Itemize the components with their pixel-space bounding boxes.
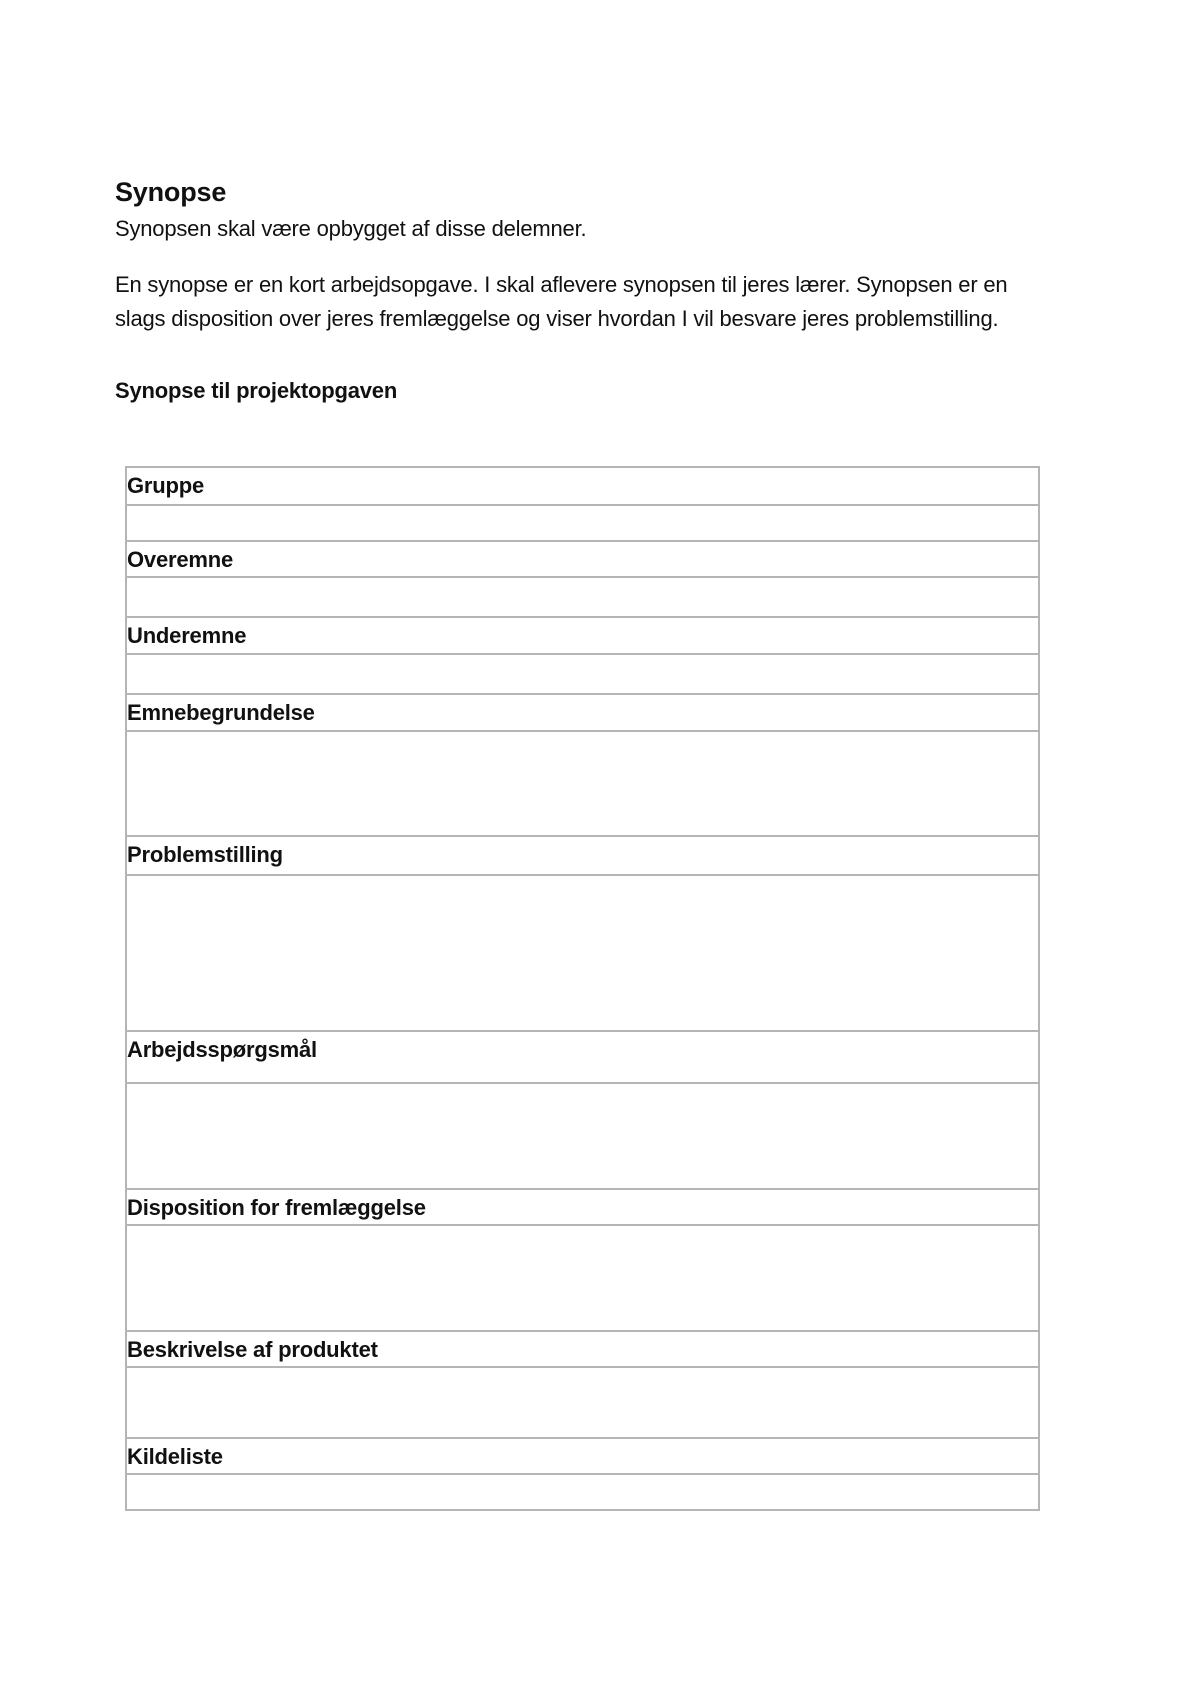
field-label-kildeliste: Kildeliste <box>127 1437 1038 1473</box>
intro-paragraph: En synopse er en kort arbejdsopgave. I skal aflevere synopsen til jeres lærer. Synopsen er en slags disposition over jeres fremlæggelse og viser hvordan I vil besvare jeres problemstilling. <box>115 272 1008 331</box>
field-input-arbejdssporgsmaal[interactable] <box>127 1082 1038 1188</box>
field-input-disposition[interactable] <box>127 1224 1038 1330</box>
field-input-gruppe[interactable] <box>127 504 1038 540</box>
field-label-gruppe: Gruppe <box>127 473 205 498</box>
field-input-kildeliste[interactable] <box>127 1473 1038 1509</box>
field-label-problemstilling: Problemstilling <box>127 835 1038 874</box>
synopsis-form-table <box>125 466 1040 1511</box>
field-label-disposition: Disposition for fremlæggelse <box>127 1188 1038 1224</box>
field-label-underemne: Underemne <box>127 616 1038 653</box>
field-label-arbejdssporgsmaal: Arbejdsspørgsmål <box>127 1030 1038 1082</box>
field-input-emnebegrundelse[interactable] <box>127 730 1038 835</box>
field-label-overemne: Overemne <box>127 540 1038 576</box>
document-body <box>115 172 1045 406</box>
field-label-beskrivelse: Beskrivelse af produktet <box>127 1330 1038 1366</box>
field-label-emnebegrundelse: Emnebegrundelse <box>127 693 1038 730</box>
lead-text: Synopsen skal være opbygget af disse delemner. <box>115 216 587 241</box>
form-title: Synopse til projektopgaven <box>115 378 398 403</box>
field-input-beskrivelse[interactable] <box>127 1366 1038 1437</box>
field-input-overemne[interactable] <box>127 576 1038 616</box>
page-title: Synopse <box>115 177 227 207</box>
field-input-problemstilling[interactable] <box>127 874 1038 1030</box>
field-input-underemne[interactable] <box>127 653 1038 693</box>
